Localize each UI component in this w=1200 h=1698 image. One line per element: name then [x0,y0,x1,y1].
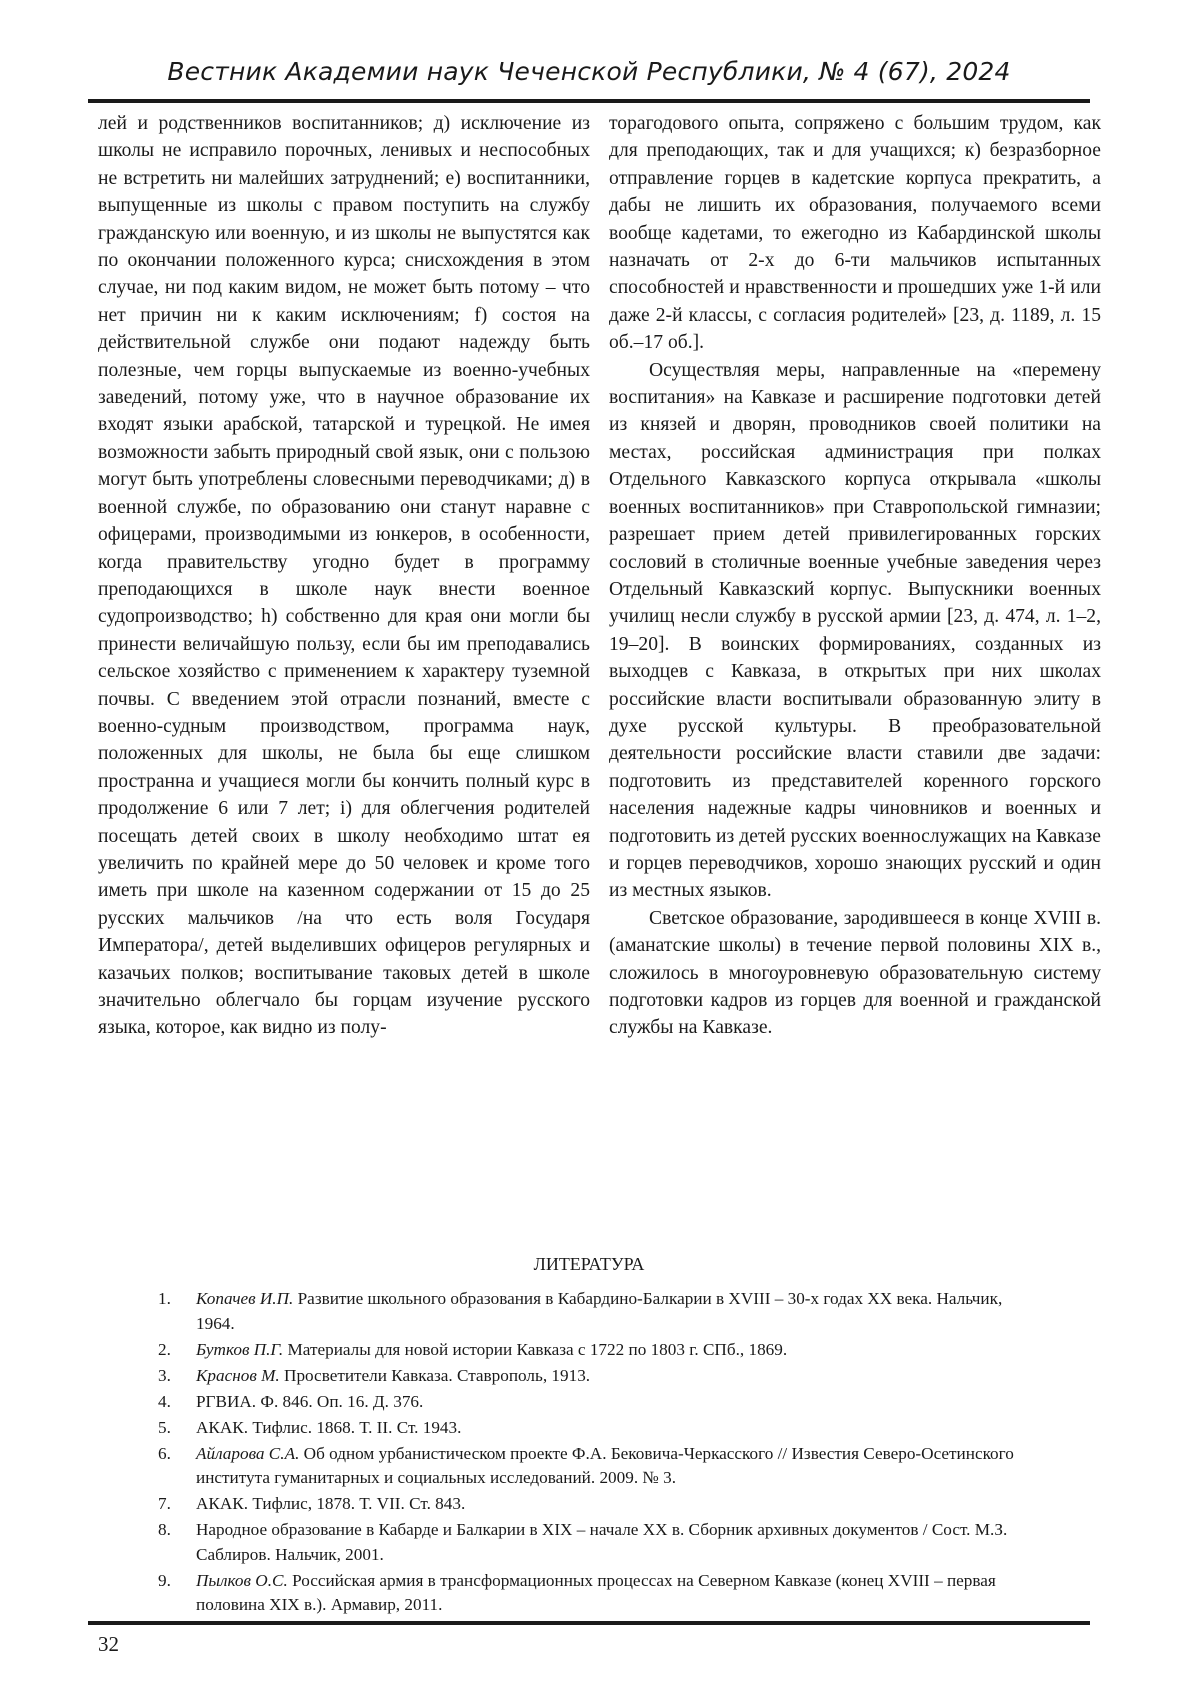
reference-item [158,1287,1038,1336]
reference-text: Российская армия в трансформационных процессах на Северном Кавказе (конец XVIII – первая половина XIX в.). Армавир, 2011. [196,1570,996,1615]
header-rule [88,99,1090,103]
reference-author: Пылков О.С. [196,1570,288,1590]
reference-text: РГВИА. Ф. 846. Оп. 16. Д. 376. [196,1391,424,1411]
reference-item [158,1416,1038,1441]
reference-text: Просветители Кавказа. Ставрополь, 1913. [284,1365,591,1385]
reference-text: Материалы для новой истории Кавказа с 1722 по 1803 г. СПб., 1869. [287,1339,788,1359]
reference-text: Об одном урбанистическом проекте Ф.А. Бековича-Черкасского // Известия Северо-Осетинского института гуманитарных и социальных исследований. 2009. № 3. [196,1443,1014,1488]
page-number: 32 [98,1632,119,1656]
reference-number: 6. [158,1443,171,1463]
reference-text: АКАК. Тифлис, 1878. Т. VII. Ст. 843. [196,1494,466,1514]
reference-number: 8. [158,1520,171,1540]
reference-number: 9. [158,1570,171,1590]
running-header: Вестник Академии наук Чеченской Республики, № 4 (67), 2024 [167,57,1011,86]
reference-number: 2. [158,1339,171,1359]
reference-item [158,1518,1038,1567]
reference-item [158,1390,1038,1415]
left-column [98,110,590,1042]
reference-author: Краснов М. [196,1365,280,1385]
body-paragraph: торагодового опыта, сопряжено с большим трудом, как для преподающих, так и для учащихся; к) безразборное отправление горцев в кадетские корпуса прекратить, а дабы не лишить их образования, получаемого всеми вообще кадетами, то ежегодно из Кабардинской школы назначать от 2-х до 6-ти мальчиков испытанных способностей и нравственности и прошедших уже 1-й или даже 2-й классы, с согласия родителей» [23, д. 1189, л. 15 об.–17 об.]. [609,113,1101,354]
footer-rule [88,1621,1090,1625]
reference-item [158,1364,1038,1389]
reference-number: 7. [158,1494,171,1514]
reference-author: Айларова С.А. [196,1443,300,1463]
reference-number: 3. [158,1365,171,1385]
reference-author: Копачев И.П. [196,1289,294,1308]
reference-number: 4. [158,1391,171,1411]
reference-item [158,1442,1038,1491]
right-column [609,110,1101,1042]
reference-item [158,1569,1038,1618]
reference-number: 1. [158,1289,171,1308]
reference-item [158,1338,1038,1363]
reference-item [158,1492,1038,1517]
reference-text: АКАК. Тифлис. 1868. Т. II. Ст. 1943. [196,1417,462,1437]
references-title: ЛИТЕРАТУРА [533,1254,645,1274]
reference-number: 5. [158,1417,171,1437]
body-paragraph: Осуществляя меры, направленные на «перемену воспитания» на Кавказе и расширение подготовки детей из князей и дворян, проводников своей политики на местах, российская администрация при полках Отдельного Кавказского корпуса открывала «школы военных воспитанников» при Ставропольской гимназии; разрешает прием детей привилегированных горских сословий в столичные военные учебные заведения через Отдельный Кавказский корпус. Выпускники военных училищ несли службу в русской армии [23, д. 474, л. 1–2, 19–20]. В воинских формированиях, созданных из выходцев с Кавказа, в открытых при них школах российские власти воспитывали образованную элиту в духе русской культуры. В преобразовательной деятельности российские власти ставили две задачи: подготовить из представителей коренного горского населения надежные кадры чиновников и военных и подготовить из детей русских военнослужащих на Кавказе и горцев переводчиков, хорошо знающих русский и один из местных языков. [609,359,1101,902]
body-paragraph: Светское образование, зародившееся в конце XVIII в. (аманатские школы) в течение первой половины XIX в., сложилось в многоуровневую образовательную систему подготовки кадров из горцев для военной и гражданской службы на Кавказе. [609,907,1101,1039]
body-paragraph: лей и родственников воспитанников; д) исключение из школы не исправило порочных, ленивых и неспособных не встретить ни малейших затруднений; е) воспитанники, выпущенные из школы с правом поступить на службу гражданскую или военную, и из школы не выпустятся как по окончании положенного курса; снисхождения в этом случае, ни под каким видом, не может быть потому – что нет причин ни к каким исключениям; f) состоя на действительной службе они подают надежду быть полезные, чем горцы выпускаемые из военно-учебных заведений, потому уже, что в научное образование их входят языки арабской, татарской и турецкой. Не имея возможности забыть природный свой язык, они с пользою могут быть употреблены словесными переводчиками; д) в военной службе, по образованию они станут наравне с офицерами, производимыми из юнкеров, в особенности, когда правительству угодно будет в программу преподающихся в школе наук внести военное судопроизводство; h) собственно для края они могли бы принести величайшую пользу, если бы им преподавались сельское хозяйство с применением к характеру туземной почвы. С введением этой отрасли познаний, вместе с военно-судным производством, программа наук, положенных для школы, не была бы еще слишком пространна и учащиеся могли бы кончить полный курс в продолжение 6 или 7 лет; i) для облегчения родителей посещать детей своих в школу необходимо штат ея увеличить по крайней мере до 50 человек и кроме того иметь при школе на казенном содержании от 15 до 25 русских мальчиков /на что есть воля Государя Императора/, детей выделивших офицеров регулярных и казачьих полков; воспитывание таковых детей в школе значительно облегчало бы горцам изучение русского языка, которое, как видно из полу- [98,113,590,1039]
reference-text: Развитие школьного образования в Кабардино-Балкарии в XVIII – 30-х годах XX века. Нальчик, 1964. [196,1289,1003,1333]
reference-list [158,1287,1038,1619]
reference-text: Народное образование в Кабарде и Балкарии в XIX – начале XX в. Сборник архивных документов / Сост. М.З. Саблиров. Нальчик, 2001. [196,1520,1008,1564]
reference-author: Бутков П.Г. [196,1339,284,1359]
